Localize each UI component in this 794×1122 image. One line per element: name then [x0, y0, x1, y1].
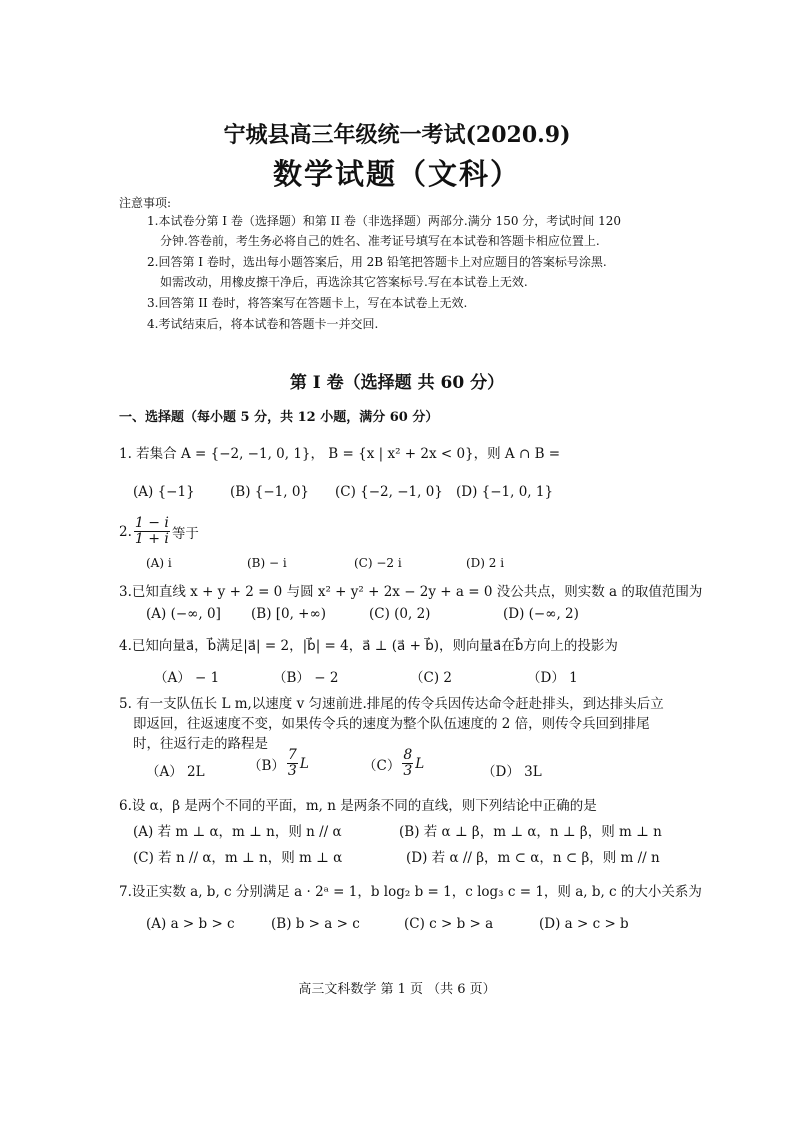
q2-fraction-numerator: 1 − i	[134, 515, 169, 531]
question-1-stem: 1. 若集合 A = {−2, −1, 0, 1}， B = {x | x² + 2x < 0}，则 A ∩ B =	[119, 446, 561, 462]
q5-option-b-tail: L	[299, 755, 309, 772]
q5-option-c-numerator: 8	[403, 747, 413, 763]
q2-option-b: (B) − i	[247, 556, 287, 570]
q6-option-a: (A) 若 m ⊥ α，m ⊥ n，则 n // α	[133, 824, 342, 840]
question-5-line: 时，往返行走的路程是	[133, 736, 268, 752]
q5-option-b-denominator: 3	[287, 763, 297, 779]
q7-option-c: (C) c > b > a	[404, 916, 494, 932]
q3-option-d: (D) (−∞, 2)	[503, 606, 579, 622]
q2-number: 2.	[119, 523, 132, 540]
q4-option-c: （C) 2	[410, 670, 452, 686]
q5-option-b-label: （B）	[248, 757, 285, 774]
exam-subtitle: 数学试题（文科）	[272, 157, 521, 191]
q6-option-d: (D) 若 α // β，m ⊂ α，n ⊂ β，则 m // n	[406, 850, 660, 866]
q7-option-a: (A) a > b > c	[146, 916, 235, 932]
q5-option-c-fraction	[402, 748, 413, 779]
q5-option-d: （D） 3L	[482, 764, 542, 780]
question-3-stem: 3.已知直线 x + y + 2 = 0 与圆 x² + y² + 2x − 2y + a = 0 没公共点，则实数 a 的取值范围为	[119, 584, 703, 600]
q1-option-a: (A) {−1}	[133, 484, 195, 500]
question-5-line: 5. 有一支队伍长 L m,以速度 v 匀速前进.排尾的传令兵因传达命令赶赴排头，到达排头后立	[119, 696, 664, 712]
q5-option-c	[363, 748, 424, 779]
q1-option-b: (B) {−1, 0}	[230, 484, 309, 500]
exam-title: 宁城县高三年级统一考试(2020.9)	[223, 122, 571, 148]
notes-heading: 注意事项:	[119, 196, 172, 210]
q2-fraction-denominator: 1 + i	[134, 531, 169, 547]
q2-tail: 等于	[171, 525, 199, 542]
q5-option-b-fraction	[287, 748, 298, 779]
question-6-stem: 6.设 α，β 是两个不同的平面，m, n 是两条不同的直线，则下列结论中正确的是	[119, 798, 597, 814]
question-4-stem: 4.已知向量a⃗，b⃗满足|a⃗| = 2，|b⃗| = 4，a⃗ ⊥ (a⃗ + b⃗)，则向量a⃗在b⃗方向上的投影为	[119, 638, 618, 654]
q5-option-c-denominator: 3	[403, 763, 413, 779]
note-line: 2.回答第 I 卷时，选出每小题答案后，用 2B 铅笔把答题卡上对应题目的答案标号涂黑.	[147, 255, 607, 269]
q7-option-b: (B) b > a > c	[271, 916, 360, 932]
q1-option-d: (D) {−1, 0, 1}	[456, 484, 554, 500]
note-line: 分钟.答卷前，考生务必将自己的姓名、准考证号填写在本试卷和答题卡相应位置上.	[160, 234, 600, 248]
q4-option-a: （A） − 1	[154, 670, 220, 686]
note-line: 4.考试结束后，将本试卷和答题卡一并交回.	[147, 317, 379, 331]
question-5-line: 即返回，往返速度不变，如果传令兵的速度为整个队伍速度的 2 倍，则传令兵回到排尾	[133, 716, 650, 732]
question-7-stem: 7.设正实数 a, b, c 分别满足 a · 2ᵃ = 1，b log₂ b = 1，c log₃ c = 1，则 a, b, c 的大小关系为	[119, 884, 702, 900]
note-line: 1.本试卷分第 I 卷（选择题）和第 II 卷（非选择题）两部分.满分 150 分，考试时间 120	[147, 214, 621, 228]
q5-option-c-label: （C）	[363, 757, 401, 774]
question-2-stem	[119, 516, 199, 547]
note-line: 如需改动，用橡皮擦干净后，再选涂其它答案标号.写在本试卷上无效.	[160, 275, 528, 289]
q2-option-d: (D) 2 i	[466, 556, 505, 570]
q5-option-b	[248, 748, 309, 779]
q2-fraction	[134, 516, 170, 547]
q5-option-c-tail: L	[415, 755, 425, 772]
part-heading: 一、选择题（每小题 5 分，共 12 小题，满分 60 分）	[119, 410, 439, 425]
q6-option-b: (B) 若 α ⊥ β，m ⊥ α，n ⊥ β，则 m ⊥ n	[399, 824, 662, 840]
section-title: 第 I 卷（选择题 共 60 分）	[289, 373, 505, 393]
q3-option-b: (B) [0, +∞)	[251, 606, 327, 622]
q1-option-c: (C) {−2, −1, 0}	[335, 484, 443, 500]
q2-option-c: (C) −2 i	[354, 556, 402, 570]
q5-option-b-numerator: 7	[287, 747, 297, 763]
page-footer: 高三文科数学 第 1 页 （共 6 页）	[298, 982, 496, 997]
q3-option-a: (A) (−∞, 0]	[146, 606, 221, 622]
q6-option-c: (C) 若 n // α，m ⊥ n，则 m ⊥ α	[133, 850, 343, 866]
q7-option-d: (D) a > c > b	[539, 916, 629, 932]
q3-option-c: (C) (0, 2)	[369, 606, 431, 622]
note-line: 3.回答第 II 卷时，将答案写在答题卡上，写在本试卷上无效.	[147, 296, 468, 310]
q5-option-a: （A） 2L	[146, 764, 205, 780]
q2-option-a: (A) i	[146, 556, 172, 570]
q4-option-d: （D） 1	[527, 670, 578, 686]
q4-option-b: （B） − 2	[273, 670, 339, 686]
